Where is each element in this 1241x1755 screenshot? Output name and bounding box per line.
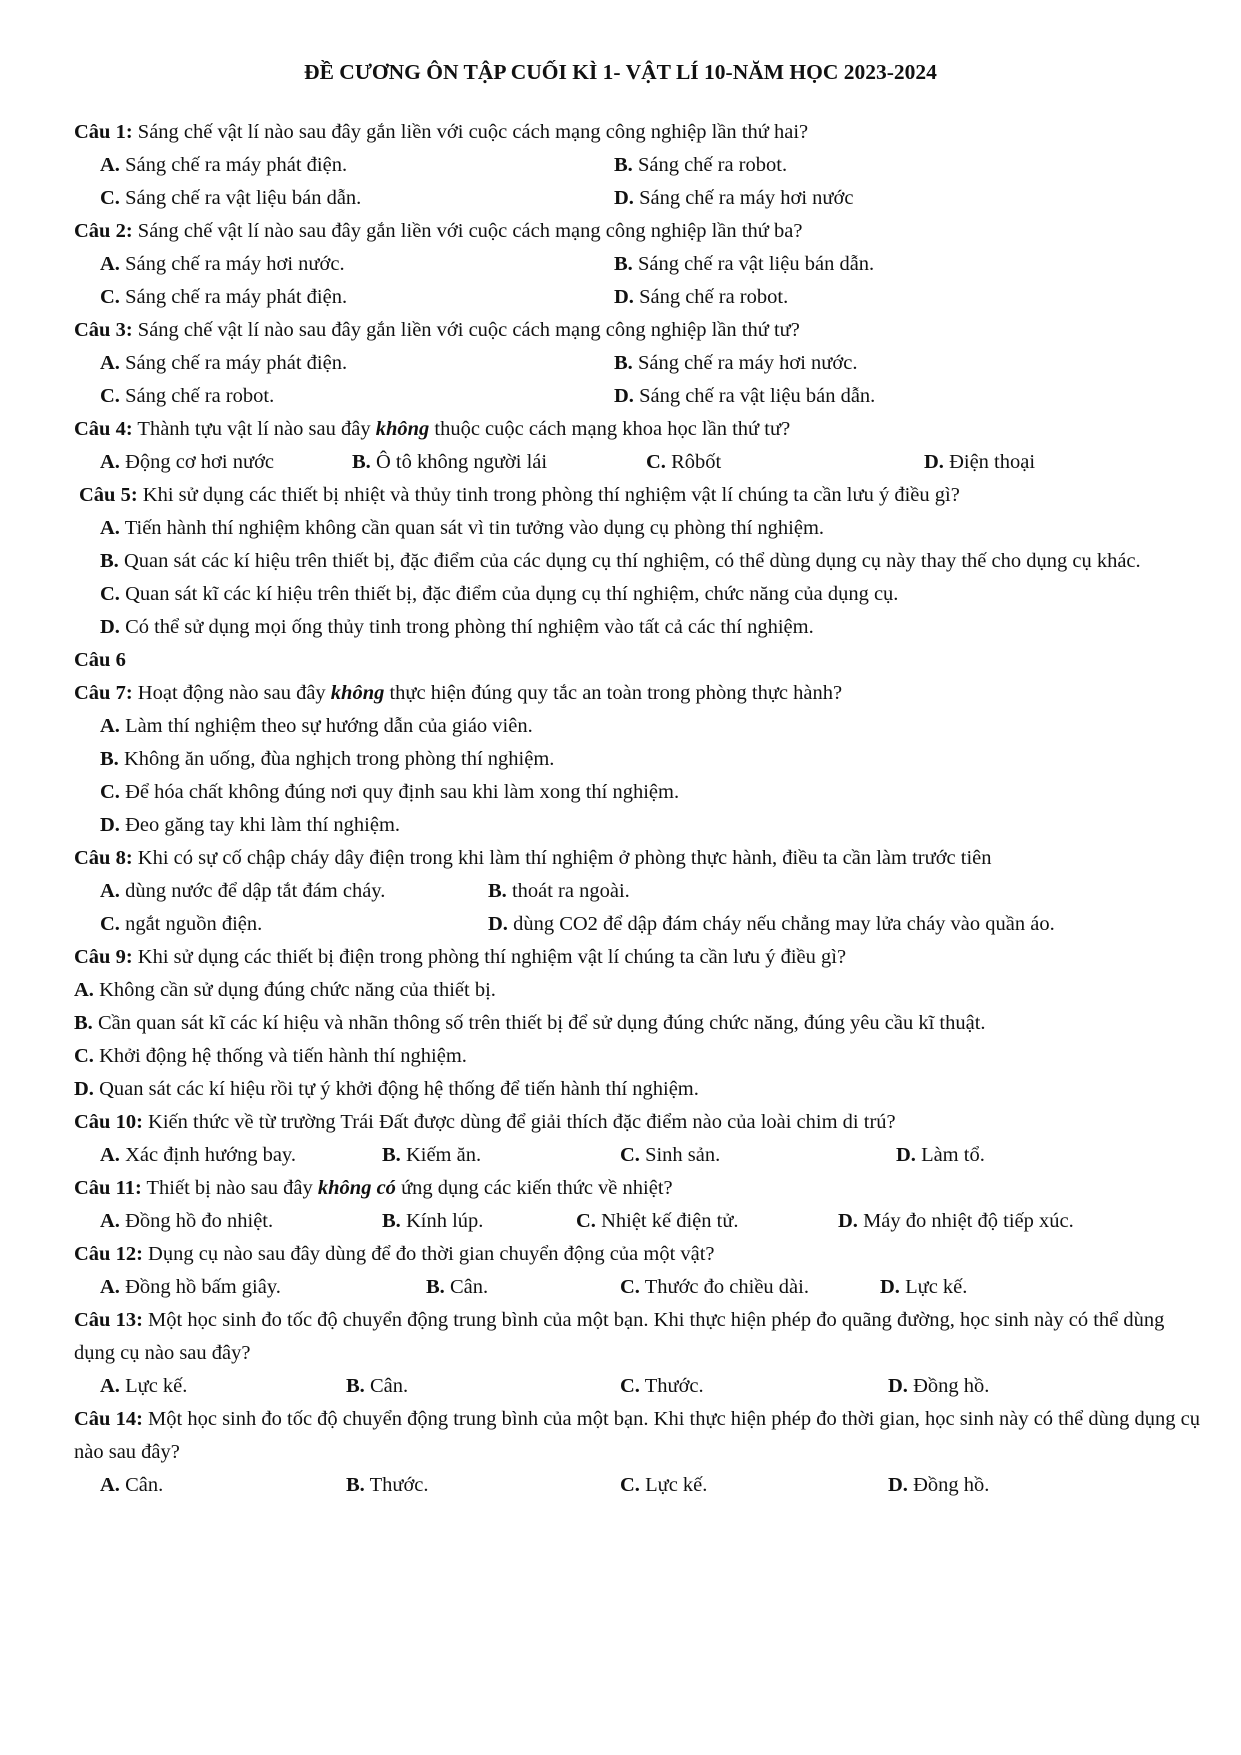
q5-option-d: D. Có thể sử dụng mọi ống thủy tinh trong phòng thí nghiệm vào tất cả các thí nghiệm. [100, 616, 814, 638]
question-2: Câu 2: Sáng chế vật lí nào sau đây gắn liền với cuộc cách mạng công nghiệp lần thứ ba? [74, 220, 803, 242]
q9-option-c: C. Khởi động hệ thống và tiến hành thí nghiệm. [74, 1045, 467, 1067]
q11-option-d: D. Máy đo nhiệt độ tiếp xúc. [838, 1210, 1074, 1232]
q7-option-b: B. Không ăn uống, đùa nghịch trong phòng thí nghiệm. [100, 748, 555, 770]
q8-options-row2 [74, 908, 1204, 941]
question-14: Câu 14: Một học sinh đo tốc độ chuyển động trung bình của một bạn. Khi thực hiện phép đo thời gian, học sinh này có thể dùng dụng cụ nào sau đây? [74, 1408, 1200, 1463]
q12-options [74, 1271, 1204, 1304]
q13-option-c: C. Thước. [620, 1375, 704, 1397]
q1-options-row2 [74, 182, 1204, 215]
q14-options [74, 1469, 1204, 1502]
q3-option-a: A. Sáng chế ra máy phát điện. [100, 352, 348, 374]
q7-option-a: A. Làm thí nghiệm theo sự hướng dẫn của giáo viên. [100, 715, 533, 737]
q2-option-b: B. Sáng chế ra vật liệu bán dẫn. [614, 253, 875, 275]
q8-option-d: D. dùng CO2 để dập đám cháy nếu chẳng may lửa cháy vào quần áo. [488, 913, 1055, 935]
q3-options-row1 [74, 347, 1204, 380]
question-12: Câu 12: Dụng cụ nào sau đây dùng để đo thời gian chuyển động của một vật? [74, 1243, 715, 1265]
q13-options [74, 1370, 1204, 1403]
question-1: Câu 1: Sáng chế vật lí nào sau đây gắn liền với cuộc cách mạng công nghiệp lần thứ hai? [74, 121, 809, 143]
q1-options-row1 [74, 149, 1204, 182]
q1-option-a: A. Sáng chế ra máy phát điện. [100, 154, 348, 176]
question-11: Câu 11: Thiết bị nào sau đây không có ứng dụng các kiến thức về nhiệt? [74, 1177, 673, 1199]
q4-option-a: A. Động cơ hơi nước [100, 451, 275, 473]
q4-option-b: B. Ô tô không người lái [352, 451, 548, 473]
question-9: Câu 9: Khi sử dụng các thiết bị điện trong phòng thí nghiệm vật lí chúng ta cần lưu ý điều gì? [74, 946, 847, 968]
q2-options-row1 [74, 248, 1204, 281]
q3-option-b: B. Sáng chế ra máy hơi nước. [614, 352, 858, 374]
q13-option-b: B. Cân. [346, 1375, 409, 1397]
q2-option-d: D. Sáng chế ra robot. [614, 286, 789, 308]
q8-option-a: A. dùng nước để dập tắt đám cháy. [100, 880, 386, 902]
question-list [74, 116, 1204, 1502]
q5-option-b: B. Quan sát các kí hiệu trên thiết bị, đặc điểm của các dụng cụ thí nghiệm, có thể dùng dụng cụ này thay thế cho dụng cụ khác. [100, 550, 1141, 572]
question-10: Câu 10: Kiến thức về từ trường Trái Đất được dùng để giải thích đặc điểm nào của loài chim di trú? [74, 1111, 896, 1133]
q13-option-d: D. Đồng hồ. [888, 1375, 990, 1397]
question-3: Câu 3: Sáng chế vật lí nào sau đây gắn liền với cuộc cách mạng công nghiệp lần thứ tư? [74, 319, 800, 341]
q9-option-b: B. Cần quan sát kĩ các kí hiệu và nhãn thông số trên thiết bị để sử dụng đúng chức năng, đúng yêu cầu kĩ thuật. [74, 1012, 986, 1034]
q14-option-c: C. Lực kế. [620, 1474, 708, 1496]
question-6: Câu 6 [74, 649, 126, 671]
q10-option-b: B. Kiếm ăn. [382, 1144, 482, 1166]
question-13: Câu 13: Một học sinh đo tốc độ chuyển động trung bình của một bạn. Khi thực hiện phép đo quãng đường, học sinh này có thể dùng dụng cụ nào sau đây? [74, 1309, 1165, 1364]
page-title: ĐỀ CƯƠNG ÔN TẬP CUỐI KÌ 1- VẬT LÍ 10-NĂM HỌC 2023-2024 [304, 60, 937, 84]
q11-option-b: B. Kính lúp. [382, 1210, 484, 1232]
q1-option-d: D. Sáng chế ra máy hơi nước [614, 187, 854, 209]
question-5: Câu 5: Khi sử dụng các thiết bị nhiệt và thủy tinh trong phòng thí nghiệm vật lí chúng ta cần lưu ý điều gì? [79, 484, 960, 506]
q7-option-d: D. Đeo găng tay khi làm thí nghiệm. [100, 814, 401, 836]
q10-option-c: C. Sinh sản. [620, 1144, 721, 1166]
q12-option-d: D. Lực kế. [880, 1276, 968, 1298]
q8-options-row1 [74, 875, 1204, 908]
q1-option-b: B. Sáng chế ra robot. [614, 154, 788, 176]
q12-option-b: B. Cân. [426, 1276, 489, 1298]
q9-option-d: D. Quan sát các kí hiệu rồi tự ý khởi động hệ thống để tiến hành thí nghiệm. [74, 1078, 699, 1100]
q13-option-a: A. Lực kế. [100, 1375, 188, 1397]
q5-option-c: C. Quan sát kĩ các kí hiệu trên thiết bị, đặc điểm của dụng cụ thí nghiệm, chức năng của dụng cụ. [100, 583, 899, 605]
question-7: Câu 7: Hoạt động nào sau đây không thực hiện đúng quy tắc an toàn trong phòng thực hành? [74, 682, 843, 704]
q8-option-c: C. ngắt nguồn điện. [100, 913, 263, 935]
q12-option-a: A. Đồng hồ bấm giây. [100, 1276, 281, 1298]
q3-option-c: C. Sáng chế ra robot. [100, 385, 275, 407]
q11-option-a: A. Đồng hồ đo nhiệt. [100, 1210, 274, 1232]
q2-option-c: C. Sáng chế ra máy phát điện. [100, 286, 348, 308]
q4-options [74, 446, 1204, 479]
q2-option-a: A. Sáng chế ra máy hơi nước. [100, 253, 345, 275]
q10-option-d: D. Làm tổ. [896, 1144, 985, 1166]
q1-option-c: C. Sáng chế ra vật liệu bán dẫn. [100, 187, 362, 209]
q4-option-d: D. Điện thoại [924, 451, 1036, 473]
q14-option-d: D. Đồng hồ. [888, 1474, 990, 1496]
question-8: Câu 8: Khi có sự cố chập cháy dây điện trong khi làm thí nghiệm ở phòng thực hành, điều ta cần làm trước tiên [74, 847, 992, 869]
q4-option-c: C. Rôbốt [646, 451, 722, 473]
q14-option-b: B. Thước. [346, 1474, 429, 1496]
q10-options [74, 1139, 1204, 1172]
q12-option-c: C. Thước đo chiều dài. [620, 1276, 809, 1298]
q3-options-row2 [74, 380, 1204, 413]
q11-options [74, 1205, 1204, 1238]
q9-option-a: A. Không cần sử dụng đúng chức năng của thiết bị. [74, 979, 496, 1001]
q14-option-a: A. Cân. [100, 1474, 164, 1496]
q11-option-c: C. Nhiệt kế điện tử. [576, 1210, 739, 1232]
q3-option-d: D. Sáng chế ra vật liệu bán dẫn. [614, 385, 876, 407]
q10-option-a: A. Xác định hướng bay. [100, 1144, 296, 1166]
question-4: Câu 4: Thành tựu vật lí nào sau đây không thuộc cuộc cách mạng khoa học lần thứ tư? [74, 418, 791, 440]
q5-option-a: A. Tiến hành thí nghiệm không cần quan sát vì tin tưởng vào dụng cụ phòng thí nghiệm. [100, 517, 825, 539]
q8-option-b: B. thoát ra ngoài. [488, 880, 630, 902]
q7-option-c: C. Để hóa chất không đúng nơi quy định sau khi làm xong thí nghiệm. [100, 781, 680, 803]
q2-options-row2 [74, 281, 1204, 314]
